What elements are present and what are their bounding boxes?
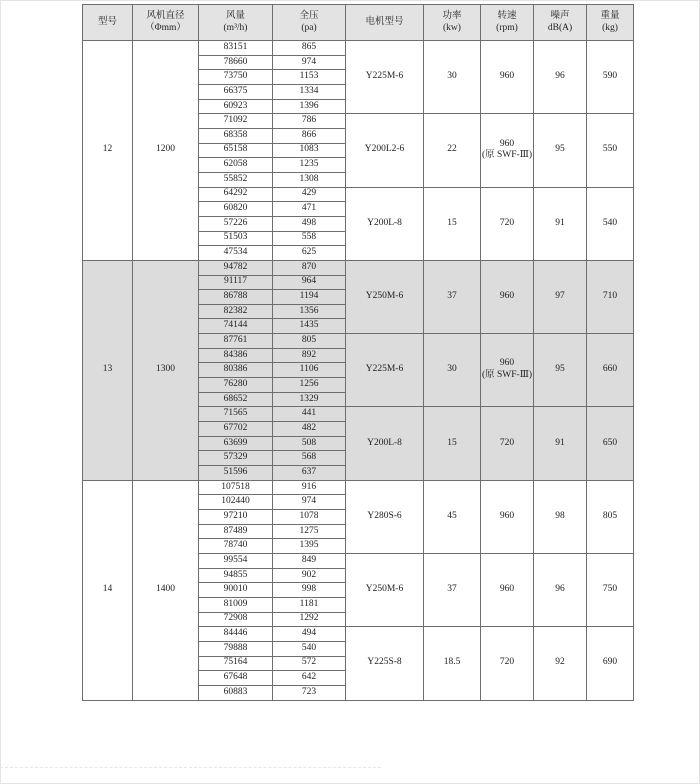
model-cell: 12: [83, 41, 133, 261]
header-line2: (pa): [301, 22, 317, 33]
noise-cell: 97: [534, 260, 587, 333]
airflow-cell: 87761: [199, 334, 273, 349]
power-cell: 22: [424, 114, 481, 187]
motor-cell: Y250M-6: [346, 553, 424, 626]
column-header: [199, 5, 273, 41]
pressure-cell: 998: [273, 583, 346, 598]
column-header: [481, 5, 534, 41]
header-line1: 转速: [497, 10, 517, 21]
pressure-cell: 1153: [273, 70, 346, 85]
motor-cell: Y200L-8: [346, 407, 424, 480]
pressure-cell: 865: [273, 41, 346, 56]
noise-cell: 91: [534, 407, 587, 480]
pressure-cell: 1334: [273, 84, 346, 99]
power-cell: 37: [424, 260, 481, 333]
airflow-cell: 74144: [199, 319, 273, 334]
header-line2: (rpm): [496, 22, 518, 33]
header-line1: 功率: [442, 10, 462, 21]
airflow-cell: 68358: [199, 128, 273, 143]
weight-cell: 540: [587, 187, 634, 260]
airflow-cell: 75164: [199, 656, 273, 671]
column-header: [83, 5, 133, 41]
rpm-cell: [481, 627, 534, 700]
header-line2: (kw): [443, 22, 461, 33]
noise-cell: 98: [534, 480, 587, 553]
rpm-cell: [481, 260, 534, 333]
airflow-cell: 78660: [199, 55, 273, 70]
pressure-cell: 1356: [273, 304, 346, 319]
airflow-cell: 79888: [199, 641, 273, 656]
pressure-cell: 916: [273, 480, 346, 495]
rpm-note: (原 SWF-Ⅲ): [481, 150, 533, 161]
pressure-cell: 849: [273, 553, 346, 568]
rpm-value: 960: [499, 584, 515, 595]
weight-cell: 650: [587, 407, 634, 480]
header-line1: 全压: [299, 10, 319, 21]
pressure-cell: 625: [273, 246, 346, 261]
airflow-cell: 87489: [199, 524, 273, 539]
power-cell: 15: [424, 187, 481, 260]
pressure-cell: 974: [273, 495, 346, 510]
airflow-cell: 60923: [199, 99, 273, 114]
airflow-cell: 64292: [199, 187, 273, 202]
pressure-cell: 805: [273, 334, 346, 349]
pressure-cell: 974: [273, 55, 346, 70]
power-cell: 30: [424, 334, 481, 407]
airflow-cell: 71092: [199, 114, 273, 129]
pressure-cell: 1329: [273, 392, 346, 407]
airflow-cell: 63699: [199, 436, 273, 451]
rpm-value: 720: [499, 657, 515, 668]
header-line1: 型号: [97, 16, 117, 27]
pressure-cell: 1396: [273, 99, 346, 114]
airflow-cell: 84446: [199, 627, 273, 642]
fan-spec-table: [82, 4, 634, 701]
airflow-cell: 51596: [199, 466, 273, 481]
airflow-cell: 78740: [199, 539, 273, 554]
rpm-cell: [481, 187, 534, 260]
pressure-cell: 642: [273, 671, 346, 686]
noise-cell: 95: [534, 334, 587, 407]
pressure-cell: 471: [273, 202, 346, 217]
airflow-cell: 67702: [199, 422, 273, 437]
noise-cell: 91: [534, 187, 587, 260]
pressure-cell: 1181: [273, 597, 346, 612]
pressure-cell: 1106: [273, 363, 346, 378]
pressure-cell: 902: [273, 568, 346, 583]
pressure-cell: 870: [273, 260, 346, 275]
header-line1: 风量: [225, 10, 245, 21]
weight-cell: 660: [587, 334, 634, 407]
pressure-cell: 572: [273, 656, 346, 671]
pressure-cell: 964: [273, 275, 346, 290]
airflow-cell: 90010: [199, 583, 273, 598]
weight-cell: 805: [587, 480, 634, 553]
pressure-cell: 1194: [273, 290, 346, 305]
airflow-cell: 57226: [199, 216, 273, 231]
power-cell: 37: [424, 553, 481, 626]
weight-cell: 590: [587, 41, 634, 114]
pressure-cell: 892: [273, 348, 346, 363]
airflow-cell: 76280: [199, 378, 273, 393]
pressure-cell: 1235: [273, 158, 346, 173]
header-line2: (kg): [602, 22, 618, 33]
rpm-value: 960: [499, 138, 515, 149]
model-cell: 13: [83, 260, 133, 480]
airflow-cell: 80386: [199, 363, 273, 378]
motor-cell: Y225M-6: [346, 334, 424, 407]
airflow-cell: 83151: [199, 41, 273, 56]
column-header: [273, 5, 346, 41]
header-line1: 噪声: [550, 10, 570, 21]
airflow-cell: 55852: [199, 172, 273, 187]
diameter-cell: 1400: [133, 480, 199, 700]
table-row: [83, 260, 634, 275]
header-line2: (m³/h): [223, 22, 248, 33]
table-row: [83, 41, 634, 56]
pressure-cell: 1435: [273, 319, 346, 334]
column-header: [133, 5, 199, 41]
airflow-cell: 71565: [199, 407, 273, 422]
airflow-cell: 51503: [199, 231, 273, 246]
header-line1: 风机直径: [146, 10, 185, 21]
header-line1: 重量: [600, 10, 620, 21]
pressure-cell: 558: [273, 231, 346, 246]
rpm-value: 720: [499, 437, 515, 448]
header-line2: dB(A): [547, 22, 573, 33]
rpm-cell: [481, 407, 534, 480]
pressure-cell: 1308: [273, 172, 346, 187]
rpm-cell: [481, 480, 534, 553]
noise-cell: 96: [534, 41, 587, 114]
diameter-cell: 1300: [133, 260, 199, 480]
weight-cell: 710: [587, 260, 634, 333]
airflow-cell: 94782: [199, 260, 273, 275]
pressure-cell: 540: [273, 641, 346, 656]
rpm-cell: [481, 41, 534, 114]
pressure-cell: 508: [273, 436, 346, 451]
table-row: [83, 480, 634, 495]
rpm-value: 960: [499, 510, 515, 521]
airflow-cell: 94855: [199, 568, 273, 583]
airflow-cell: 62058: [199, 158, 273, 173]
pressure-cell: 723: [273, 685, 346, 700]
pressure-cell: 1256: [273, 378, 346, 393]
motor-cell: Y200L-8: [346, 187, 424, 260]
rpm-note: (原 SWF-Ⅲ): [481, 370, 533, 381]
header-line2: （Φmm）: [145, 22, 186, 33]
airflow-cell: 47534: [199, 246, 273, 261]
airflow-cell: 81009: [199, 597, 273, 612]
rpm-value: 960: [499, 71, 515, 82]
column-header: [534, 5, 587, 41]
pressure-cell: 568: [273, 451, 346, 466]
noise-cell: 95: [534, 114, 587, 187]
airflow-cell: 91117: [199, 275, 273, 290]
pressure-cell: 498: [273, 216, 346, 231]
airflow-cell: 82382: [199, 304, 273, 319]
column-header: [424, 5, 481, 41]
pressure-cell: 494: [273, 627, 346, 642]
weight-cell: 750: [587, 553, 634, 626]
pressure-cell: 1083: [273, 143, 346, 158]
noise-cell: 92: [534, 627, 587, 700]
airflow-cell: 67648: [199, 671, 273, 686]
rpm-value: 960: [499, 291, 515, 302]
pressure-cell: 1275: [273, 524, 346, 539]
airflow-cell: 97210: [199, 510, 273, 525]
rpm-value: 720: [499, 217, 515, 228]
weight-cell: 550: [587, 114, 634, 187]
column-header: [587, 5, 634, 41]
airflow-cell: 99554: [199, 553, 273, 568]
motor-cell: Y250M-6: [346, 260, 424, 333]
diameter-cell: 1200: [133, 41, 199, 261]
pressure-cell: 482: [273, 422, 346, 437]
model-cell: 14: [83, 480, 133, 700]
airflow-cell: 66375: [199, 84, 273, 99]
power-cell: 45: [424, 480, 481, 553]
airflow-cell: 68652: [199, 392, 273, 407]
motor-cell: Y225M-6: [346, 41, 424, 114]
airflow-cell: 84386: [199, 348, 273, 363]
weight-cell: 690: [587, 627, 634, 700]
power-cell: 15: [424, 407, 481, 480]
pressure-cell: 1292: [273, 612, 346, 627]
pressure-cell: 866: [273, 128, 346, 143]
motor-cell: Y200L2-6: [346, 114, 424, 187]
airflow-cell: 86788: [199, 290, 273, 305]
airflow-cell: 65158: [199, 143, 273, 158]
bottom-divider: [0, 767, 381, 768]
pressure-cell: 1078: [273, 510, 346, 525]
airflow-cell: 73750: [199, 70, 273, 85]
pressure-cell: 441: [273, 407, 346, 422]
airflow-cell: 107518: [199, 480, 273, 495]
airflow-cell: 60883: [199, 685, 273, 700]
rpm-cell: [481, 114, 534, 187]
pressure-cell: 429: [273, 187, 346, 202]
airflow-cell: 102440: [199, 495, 273, 510]
pressure-cell: 1395: [273, 539, 346, 554]
rpm-cell: [481, 553, 534, 626]
power-cell: 18.5: [424, 627, 481, 700]
airflow-cell: 60820: [199, 202, 273, 217]
airflow-cell: 57329: [199, 451, 273, 466]
table-body: [83, 41, 634, 701]
airflow-cell: 72908: [199, 612, 273, 627]
pressure-cell: 637: [273, 466, 346, 481]
rpm-value: 960: [499, 358, 515, 369]
header-line1: 电机型号: [365, 16, 404, 27]
motor-cell: Y225S-8: [346, 627, 424, 700]
pressure-cell: 786: [273, 114, 346, 129]
noise-cell: 96: [534, 553, 587, 626]
motor-cell: Y280S-6: [346, 480, 424, 553]
power-cell: 30: [424, 41, 481, 114]
column-header: [346, 5, 424, 41]
rpm-cell: [481, 334, 534, 407]
header-row: [83, 5, 634, 41]
table-header: [83, 5, 634, 41]
